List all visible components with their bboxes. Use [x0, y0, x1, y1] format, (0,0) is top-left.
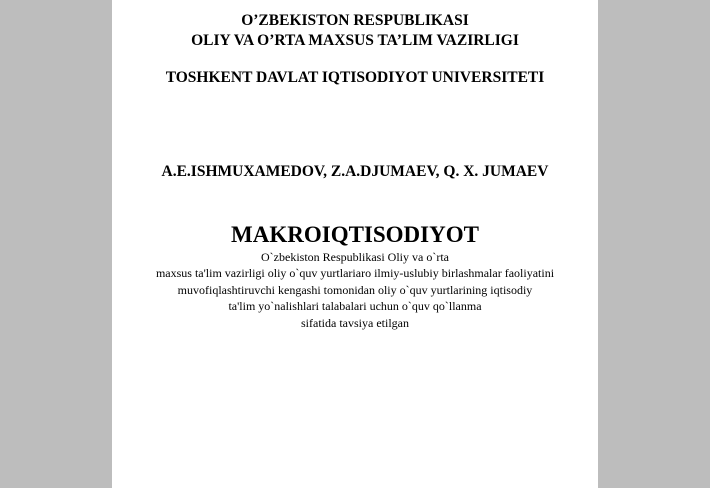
university-heading: TOSHKENT DAVLAT IQTISODIYOT UNIVERSITETI — [165, 69, 545, 86]
ministry-heading: OLIY VA O’RTA MAXSUS TA’LIM VAZIRLIGI — [191, 32, 519, 49]
recommendation-line: muvofiqlashtiruvchi kengashi tomonidan oliy o`quv yurtlarining iqtisodiy — [177, 283, 533, 297]
recommendation-line: sifatida tavsiya etilgan — [301, 316, 409, 330]
recommendation-line: maxsus ta'lim vazirligi oliy o`quv yurtlariaro ilmiy-uslubiy birlashmalar faoliyatini — [155, 266, 555, 280]
document-page — [112, 0, 598, 488]
recommendation-line: ta'lim yo`nalishlari talabalari uchun o`quv qo`llanma — [228, 299, 482, 313]
republic-heading: O’ZBEKISTON RESPUBLIKASI — [241, 12, 469, 29]
book-title: MAKROIQTISODIYOT — [231, 222, 479, 247]
authors-line: A.E.ISHMUXAMEDOV, Z.A.DJUMAEV, Q. X. JUMAEV — [161, 163, 549, 180]
recommendation-line: O`zbekiston Respublikasi Oliy va o`rta — [261, 250, 449, 264]
